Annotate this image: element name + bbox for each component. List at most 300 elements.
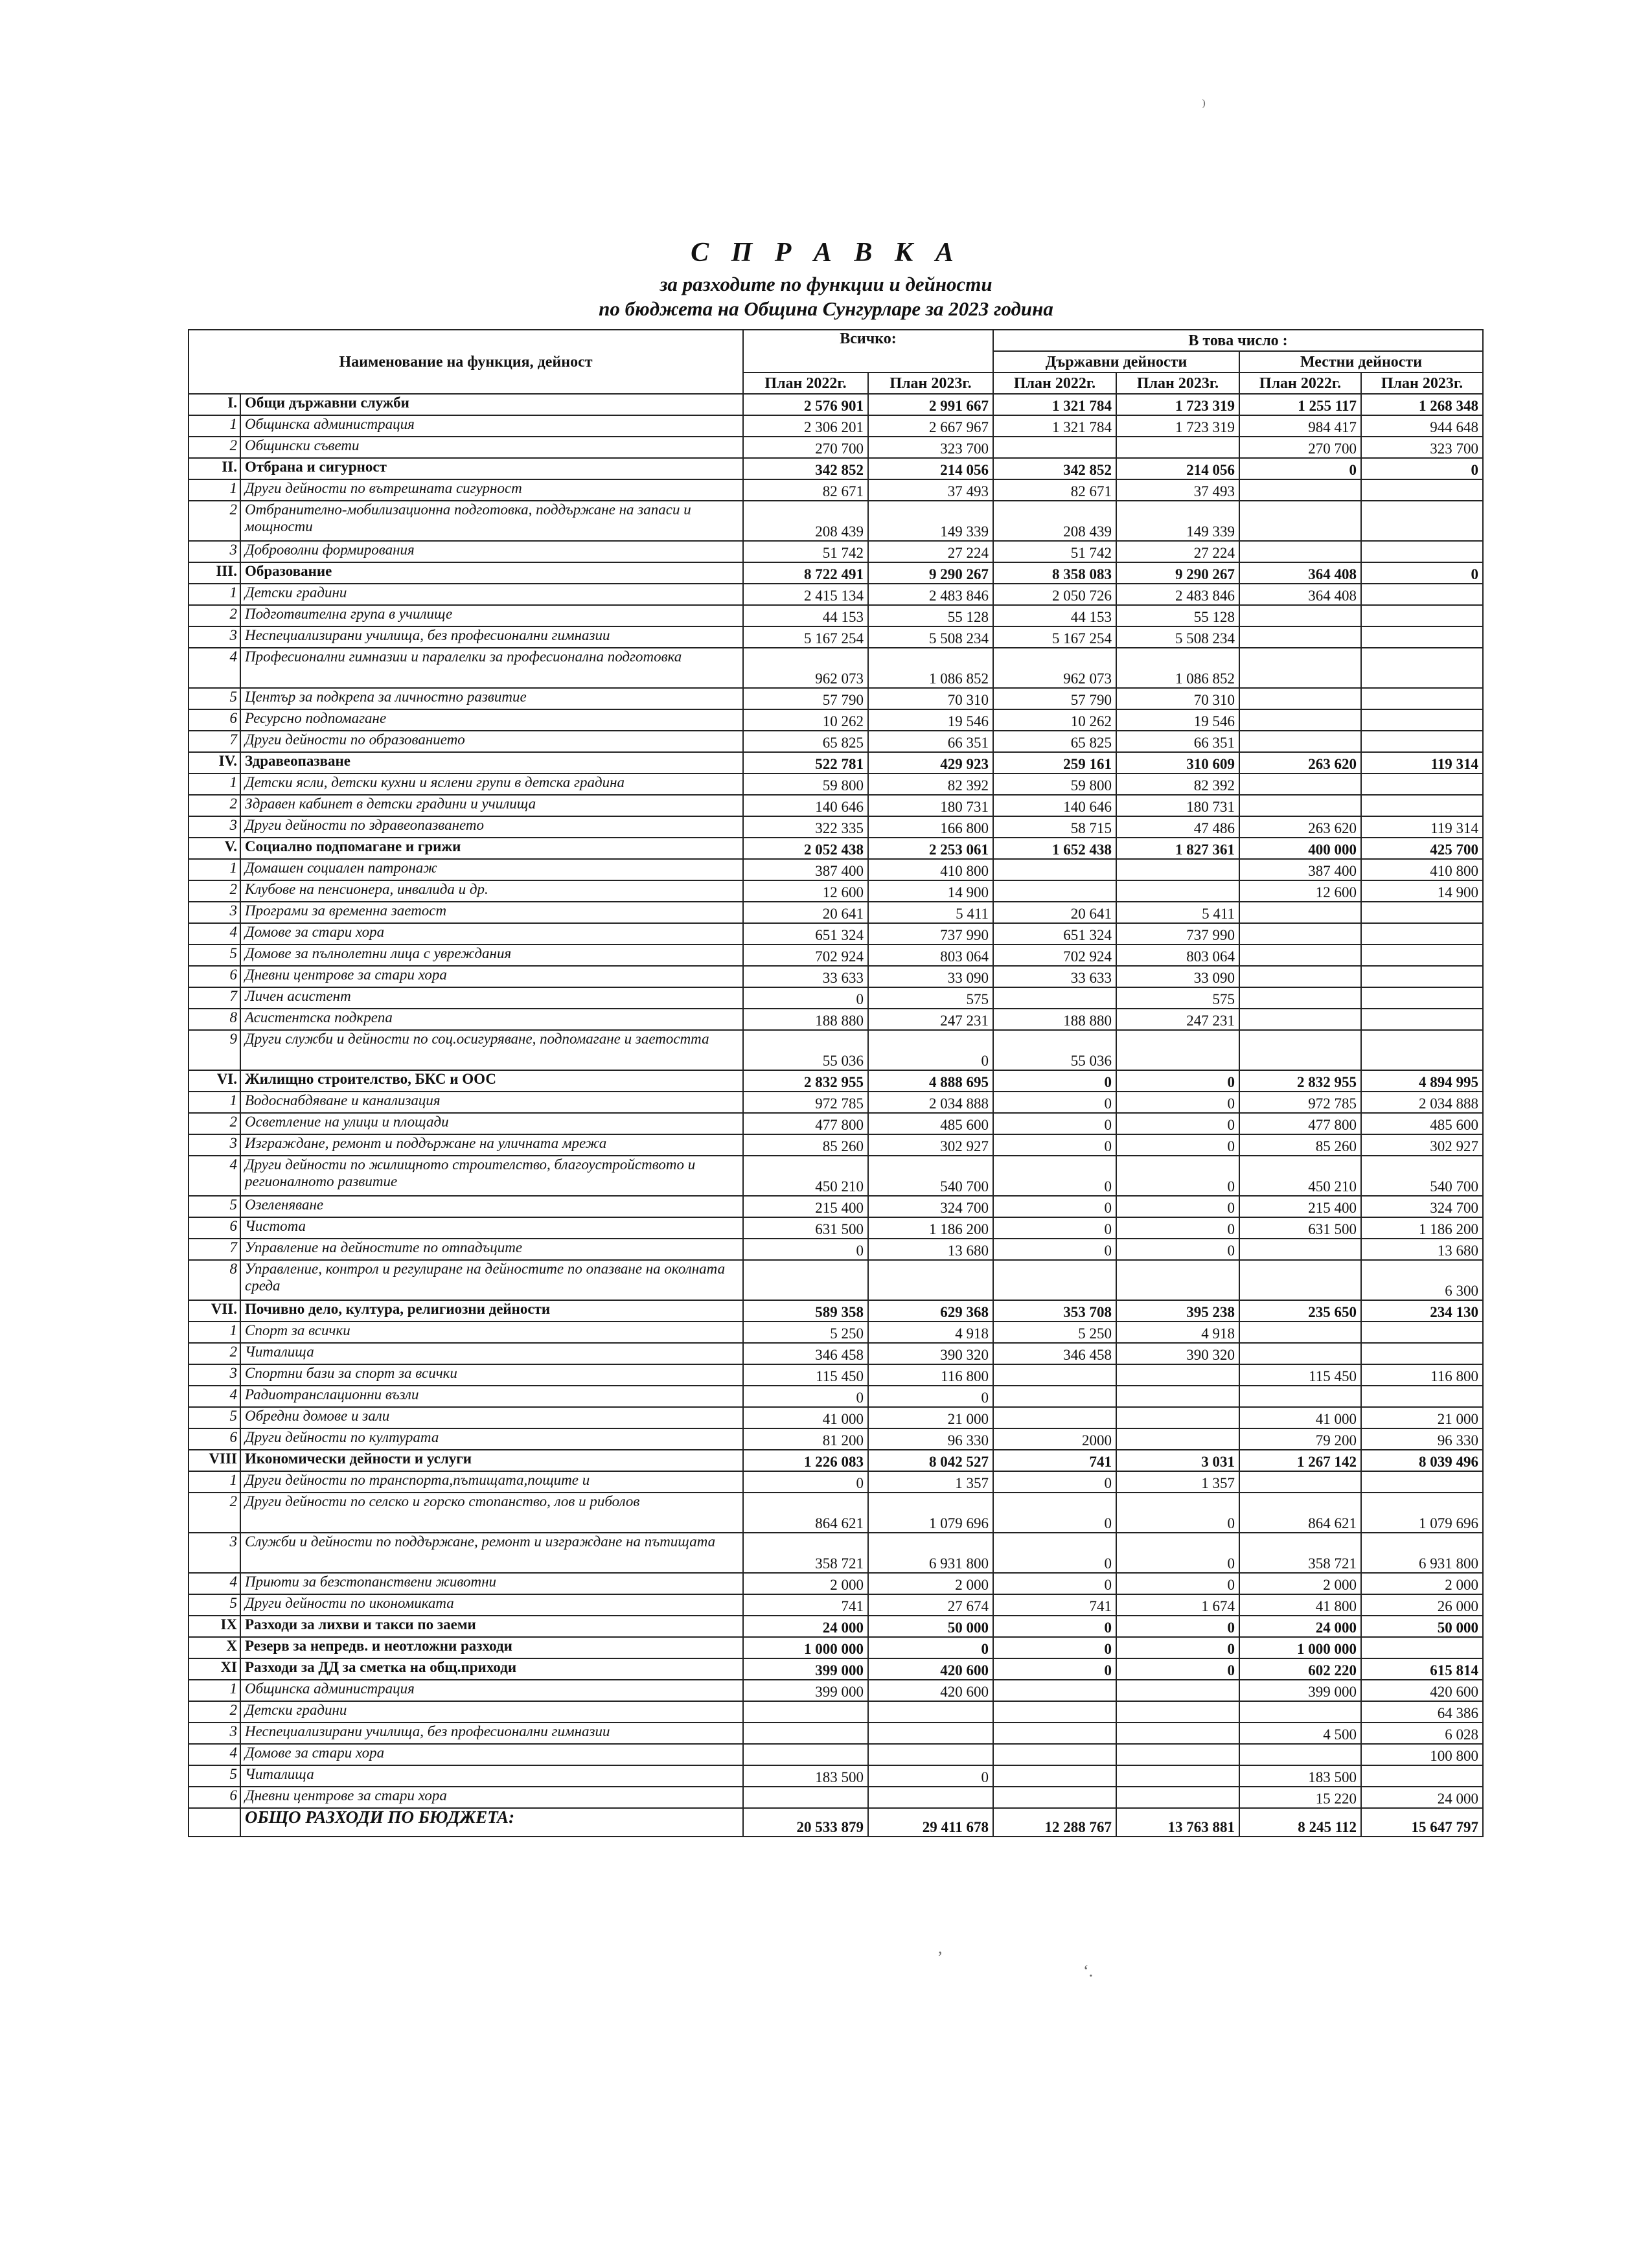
row-value: 8 042 527 (868, 1450, 993, 1471)
row-name: Дневни центрове за стари хора (240, 966, 743, 987)
row-value: 37 493 (868, 479, 993, 501)
row-name: Ресурсно подпомагане (240, 709, 743, 731)
row-value: 5 508 234 (1116, 626, 1239, 648)
row-name: Почивно дело, култура, религиозни дейности (240, 1300, 743, 1322)
row-name: Неспециализирани училища, без професионални гимназии (240, 1723, 743, 1744)
table-row (189, 1113, 1483, 1134)
row-value (1361, 1343, 1483, 1364)
row-value: 21 000 (1361, 1407, 1483, 1428)
row-value: 19 546 (1116, 709, 1239, 731)
row-name: Общи държавни служби (240, 394, 743, 415)
row-value: 188 880 (743, 1009, 868, 1030)
row-name: Други дейности по транспорта,пътищата,пощите и (240, 1471, 743, 1493)
row-value: 602 220 (1239, 1658, 1361, 1680)
row-value: 33 633 (743, 966, 868, 987)
row-value: 2 306 201 (743, 415, 868, 437)
row-value: 972 785 (743, 1092, 868, 1113)
section-row (189, 1450, 1483, 1471)
row-name: Читалища (240, 1343, 743, 1364)
row-value: 737 990 (868, 923, 993, 945)
table-row (189, 1533, 1483, 1573)
row-value: 1 723 319 (1116, 394, 1239, 415)
row-name: Изграждане, ремонт и поддържане на уличната мрежа (240, 1134, 743, 1156)
row-value: 962 073 (993, 648, 1116, 688)
row-name: Общинска администрация (240, 1680, 743, 1701)
row-value: 2 050 726 (993, 584, 1116, 605)
row-value: 323 700 (868, 437, 993, 458)
row-value: 65 825 (743, 731, 868, 752)
row-name: Детски градини (240, 584, 743, 605)
row-code: 2 (189, 501, 240, 541)
row-code: IV. (189, 752, 240, 773)
row-value: 2 832 955 (1239, 1070, 1361, 1092)
row-name: Управление на дейностите по отпадъците (240, 1239, 743, 1260)
table-body (189, 394, 1483, 1808)
row-name: Озеленяване (240, 1196, 743, 1217)
row-value (1239, 1030, 1361, 1070)
row-value: 8 722 491 (743, 562, 868, 584)
row-name: Домове за стари хора (240, 923, 743, 945)
row-value: 10 262 (993, 709, 1116, 731)
row-value (1361, 987, 1483, 1009)
row-value (1361, 945, 1483, 966)
row-code: 4 (189, 1156, 240, 1196)
row-code: 7 (189, 987, 240, 1009)
row-value: 0 (1116, 1217, 1239, 1239)
row-value: 737 990 (1116, 923, 1239, 945)
row-value: 55 036 (743, 1030, 868, 1070)
row-name: Асистентска подкрепа (240, 1009, 743, 1030)
row-value: 188 880 (993, 1009, 1116, 1030)
row-value: 2 000 (1361, 1573, 1483, 1594)
row-value: 259 161 (993, 752, 1116, 773)
row-value (743, 1744, 868, 1765)
row-value: 263 620 (1239, 752, 1361, 773)
row-value (1361, 605, 1483, 626)
row-value: 0 (993, 1196, 1116, 1217)
row-value: 1 255 117 (1239, 394, 1361, 415)
row-value: 5 250 (993, 1322, 1116, 1343)
row-code: 8 (189, 1009, 240, 1030)
row-value: 96 330 (1361, 1428, 1483, 1450)
row-value (993, 880, 1116, 902)
row-value: 0 (868, 1386, 993, 1407)
row-value (1239, 987, 1361, 1009)
table-row (189, 1343, 1483, 1364)
row-value: 387 400 (743, 859, 868, 880)
row-value: 346 458 (993, 1343, 1116, 1364)
row-code: 6 (189, 709, 240, 731)
row-value (1361, 479, 1483, 501)
total-value: 29 411 678 (868, 1808, 993, 1837)
header-all: Всичко: (743, 330, 993, 372)
row-value: 395 238 (1116, 1300, 1239, 1322)
row-code: 2 (189, 880, 240, 902)
row-name: Професионални гимназии и паралелки за професионална подготовка (240, 648, 743, 688)
row-value (1361, 1322, 1483, 1343)
row-value: 803 064 (1116, 945, 1239, 966)
row-code: 6 (189, 1787, 240, 1808)
row-value (1361, 966, 1483, 987)
row-name: Дневни центрове за стари хора (240, 1787, 743, 1808)
row-value: 24 000 (1239, 1616, 1361, 1637)
header-name-column: Наименование на функция, дейност (189, 330, 743, 394)
row-name: Общински съвети (240, 437, 743, 458)
row-code: 3 (189, 626, 240, 648)
row-value (868, 1787, 993, 1808)
table-row (189, 1134, 1483, 1156)
row-code: 3 (189, 902, 240, 923)
row-name: Спортни бази за спорт за всички (240, 1364, 743, 1386)
row-value: 33 090 (1116, 966, 1239, 987)
row-value (1239, 1386, 1361, 1407)
row-value: 302 927 (868, 1134, 993, 1156)
header-local-activities: Местни дейности (1239, 351, 1483, 372)
row-value (1116, 1030, 1239, 1070)
table-row (189, 773, 1483, 795)
row-name: Разходи за лихви и такси по заеми (240, 1616, 743, 1637)
section-row (189, 1637, 1483, 1658)
row-value: 47 486 (1116, 816, 1239, 838)
row-value (993, 1364, 1116, 1386)
row-value: 6 300 (1361, 1260, 1483, 1300)
row-value: 208 439 (993, 501, 1116, 541)
row-value (1361, 1637, 1483, 1658)
row-value (868, 1260, 993, 1300)
row-value: 82 392 (868, 773, 993, 795)
table-row (189, 1239, 1483, 1260)
row-name: Читалища (240, 1765, 743, 1787)
row-value: 96 330 (868, 1428, 993, 1450)
row-value (993, 1407, 1116, 1428)
row-value (1116, 1723, 1239, 1744)
row-value: 79 200 (1239, 1428, 1361, 1450)
row-value: 0 (993, 1092, 1116, 1113)
header-plan-2022: План 2022г. (1239, 372, 1361, 394)
row-value: 1 000 000 (1239, 1637, 1361, 1658)
row-value: 24 000 (743, 1616, 868, 1637)
row-name: Неспециализирани училища, без професионални гимназии (240, 626, 743, 648)
row-value: 82 671 (993, 479, 1116, 501)
row-value: 0 (1116, 1134, 1239, 1156)
row-value: 4 918 (1116, 1322, 1239, 1343)
row-value: 629 368 (868, 1300, 993, 1322)
row-value: 1 268 348 (1361, 394, 1483, 415)
table-row (189, 541, 1483, 562)
row-value (1361, 731, 1483, 752)
row-value: 972 785 (1239, 1092, 1361, 1113)
row-value: 741 (743, 1594, 868, 1616)
row-value: 2 000 (1239, 1573, 1361, 1594)
row-code: 5 (189, 945, 240, 966)
row-value: 0 (1116, 1573, 1239, 1594)
table-row (189, 1407, 1483, 1428)
document-heading (0, 233, 1652, 321)
total-code-cell (189, 1808, 240, 1837)
table-row (189, 1701, 1483, 1723)
row-value: 82 671 (743, 479, 868, 501)
row-value: 522 781 (743, 752, 868, 773)
header-plan-2023: План 2023г. (1116, 372, 1239, 394)
row-value (743, 1260, 868, 1300)
row-value (1239, 479, 1361, 501)
table-row (189, 945, 1483, 966)
table-row (189, 1260, 1483, 1300)
row-value (1116, 1701, 1239, 1723)
row-code: 5 (189, 1407, 240, 1428)
row-value: 263 620 (1239, 816, 1361, 838)
row-value: 9 290 267 (1116, 562, 1239, 584)
table-row (189, 1196, 1483, 1217)
row-value: 0 (993, 1493, 1116, 1533)
row-value: 0 (868, 1030, 993, 1070)
row-value: 180 731 (868, 795, 993, 816)
row-value (993, 1386, 1116, 1407)
row-value: 270 700 (1239, 437, 1361, 458)
row-value (1239, 966, 1361, 987)
row-value: 0 (743, 1471, 868, 1493)
header-plan-2023: План 2023г. (868, 372, 993, 394)
row-value: 420 600 (868, 1658, 993, 1680)
row-value: 5 411 (868, 902, 993, 923)
row-value: 82 392 (1116, 773, 1239, 795)
row-value (1239, 626, 1361, 648)
table-row (189, 1156, 1483, 1196)
row-code: 5 (189, 1594, 240, 1616)
row-value: 0 (1116, 1637, 1239, 1658)
row-name: Здравен кабинет в детски градини и училища (240, 795, 743, 816)
table-row (189, 626, 1483, 648)
row-code: X (189, 1637, 240, 1658)
row-value: 1 186 200 (868, 1217, 993, 1239)
row-value: 0 (743, 987, 868, 1009)
scan-mark: , (938, 1938, 943, 1957)
row-value (1361, 1009, 1483, 1030)
row-name: Други дейности по икономиката (240, 1594, 743, 1616)
row-value: 1 723 319 (1116, 415, 1239, 437)
total-value: 15 647 797 (1361, 1808, 1483, 1837)
total-value: 13 763 881 (1116, 1808, 1239, 1837)
row-value (1361, 709, 1483, 731)
header-state-activities: Държавни дейности (993, 351, 1239, 372)
row-value: 2 415 134 (743, 584, 868, 605)
row-value: 420 600 (1361, 1680, 1483, 1701)
row-code: VIII (189, 1450, 240, 1471)
row-value (1239, 605, 1361, 626)
row-name: Домашен социален патронаж (240, 859, 743, 880)
row-value: 37 493 (1116, 479, 1239, 501)
row-value (1361, 923, 1483, 945)
row-value: 100 800 (1361, 1744, 1483, 1765)
row-value (1361, 648, 1483, 688)
row-value: 342 852 (993, 458, 1116, 479)
row-value: 6 931 800 (868, 1533, 993, 1573)
row-value: 450 210 (1239, 1156, 1361, 1196)
row-value: 0 (993, 1471, 1116, 1493)
row-code: I. (189, 394, 240, 415)
row-value (1116, 880, 1239, 902)
row-value (1239, 1260, 1361, 1300)
table-row (189, 1030, 1483, 1070)
row-value: 149 339 (868, 501, 993, 541)
row-code: V. (189, 838, 240, 859)
row-value (1116, 1260, 1239, 1300)
row-value: 215 400 (1239, 1196, 1361, 1217)
row-value: 116 800 (868, 1364, 993, 1386)
row-value: 0 (993, 1239, 1116, 1260)
row-value: 984 417 (1239, 415, 1361, 437)
row-value (1116, 1680, 1239, 1701)
row-value: 5 167 254 (743, 626, 868, 648)
row-value: 0 (993, 1658, 1116, 1680)
row-value (1239, 1322, 1361, 1343)
row-value: 5 508 234 (868, 626, 993, 648)
row-value: 235 650 (1239, 1300, 1361, 1322)
row-value: 2 576 901 (743, 394, 868, 415)
row-value: 180 731 (1116, 795, 1239, 816)
row-value: 410 800 (1361, 859, 1483, 880)
row-value: 390 320 (868, 1343, 993, 1364)
row-value: 27 674 (868, 1594, 993, 1616)
row-name: Отбрана и сигурност (240, 458, 743, 479)
row-value (1239, 945, 1361, 966)
section-row (189, 1300, 1483, 1322)
row-name: Други дейности по културата (240, 1428, 743, 1450)
row-value: 399 000 (743, 1680, 868, 1701)
table-row (189, 1573, 1483, 1594)
row-code: 2 (189, 1113, 240, 1134)
row-value: 2000 (993, 1428, 1116, 1450)
row-value: 400 000 (1239, 838, 1361, 859)
document-title: С П Р А В К А (691, 238, 961, 268)
row-name: Общинска администрация (240, 415, 743, 437)
row-value (1361, 1765, 1483, 1787)
row-value (993, 1260, 1116, 1300)
row-name: Социално подпомагане и грижи (240, 838, 743, 859)
row-code: 2 (189, 795, 240, 816)
row-value: 215 400 (743, 1196, 868, 1217)
row-value: 575 (1116, 987, 1239, 1009)
row-value: 2 000 (743, 1573, 868, 1594)
table-row (189, 1386, 1483, 1407)
row-value: 0 (1116, 1493, 1239, 1533)
row-value: 0 (1116, 1196, 1239, 1217)
table-row (189, 688, 1483, 709)
row-value (993, 437, 1116, 458)
row-code: 7 (189, 1239, 240, 1260)
row-name: Програми за временна заетост (240, 902, 743, 923)
row-name: Разходи за ДД за сметка на общ.приходи (240, 1658, 743, 1680)
row-value: 55 128 (1116, 605, 1239, 626)
row-value: 44 153 (743, 605, 868, 626)
row-value: 410 800 (868, 859, 993, 880)
row-value: 149 339 (1116, 501, 1239, 541)
row-code: 3 (189, 1364, 240, 1386)
row-value: 14 900 (1361, 880, 1483, 902)
row-value (1239, 709, 1361, 731)
header-plan-2023: План 2023г. (1361, 372, 1483, 394)
row-value: 65 825 (993, 731, 1116, 752)
row-value (1239, 1009, 1361, 1030)
row-value: 0 (868, 1637, 993, 1658)
row-value (1239, 688, 1361, 709)
row-name: Образование (240, 562, 743, 584)
table-row (189, 1744, 1483, 1765)
row-value (993, 1680, 1116, 1701)
table-row (189, 479, 1483, 501)
row-value: 33 090 (868, 966, 993, 987)
row-value: 342 852 (743, 458, 868, 479)
row-value (1361, 541, 1483, 562)
row-value: 702 924 (743, 945, 868, 966)
row-value: 27 224 (1116, 541, 1239, 562)
row-code: 3 (189, 1533, 240, 1573)
row-value: 0 (1239, 458, 1361, 479)
row-value (1239, 1701, 1361, 1723)
row-value: 540 700 (868, 1156, 993, 1196)
row-value: 864 621 (743, 1493, 868, 1533)
table-row (189, 1680, 1483, 1701)
row-value: 24 000 (1361, 1787, 1483, 1808)
row-code: 2 (189, 1701, 240, 1723)
row-code: XI (189, 1658, 240, 1680)
row-value (1239, 902, 1361, 923)
table-row (189, 501, 1483, 541)
row-value: 2 483 846 (868, 584, 993, 605)
row-value (868, 1723, 993, 1744)
row-value: 485 600 (868, 1113, 993, 1134)
row-value: 50 000 (1361, 1616, 1483, 1637)
row-value (1361, 773, 1483, 795)
row-value: 0 (1361, 458, 1483, 479)
row-value: 322 335 (743, 816, 868, 838)
row-value: 115 450 (743, 1364, 868, 1386)
table-row (189, 1092, 1483, 1113)
table-row (189, 709, 1483, 731)
row-value: 13 680 (1361, 1239, 1483, 1260)
table-row (189, 731, 1483, 752)
row-value: 1 321 784 (993, 415, 1116, 437)
row-name: Спорт за всички (240, 1322, 743, 1343)
table-row (189, 605, 1483, 626)
row-value: 70 310 (868, 688, 993, 709)
row-code: 4 (189, 923, 240, 945)
document-subtitle-1: за разходите по функции и дейности (660, 273, 992, 295)
row-code: 4 (189, 1573, 240, 1594)
row-value: 8 358 083 (993, 562, 1116, 584)
row-value: 2 253 061 (868, 838, 993, 859)
row-name: Отбранително-мобилизационна подготовка, поддържане на запаси и мощности (240, 501, 743, 541)
row-value: 234 130 (1361, 1300, 1483, 1322)
row-value: 0 (993, 1134, 1116, 1156)
row-value: 2 991 667 (868, 394, 993, 415)
row-value: 1 186 200 (1361, 1217, 1483, 1239)
row-value: 0 (993, 1573, 1116, 1594)
row-name: Личен асистент (240, 987, 743, 1009)
row-name: Обредни домове и зали (240, 1407, 743, 1428)
row-value: 702 924 (993, 945, 1116, 966)
row-value: 324 700 (1361, 1196, 1483, 1217)
table-row (189, 648, 1483, 688)
row-value (1116, 1787, 1239, 1808)
row-value: 0 (1116, 1658, 1239, 1680)
row-value: 119 314 (1361, 816, 1483, 838)
row-value: 13 680 (868, 1239, 993, 1260)
row-code: 1 (189, 859, 240, 880)
row-value: 2 000 (868, 1573, 993, 1594)
row-value: 27 224 (868, 541, 993, 562)
row-value: 741 (993, 1594, 1116, 1616)
